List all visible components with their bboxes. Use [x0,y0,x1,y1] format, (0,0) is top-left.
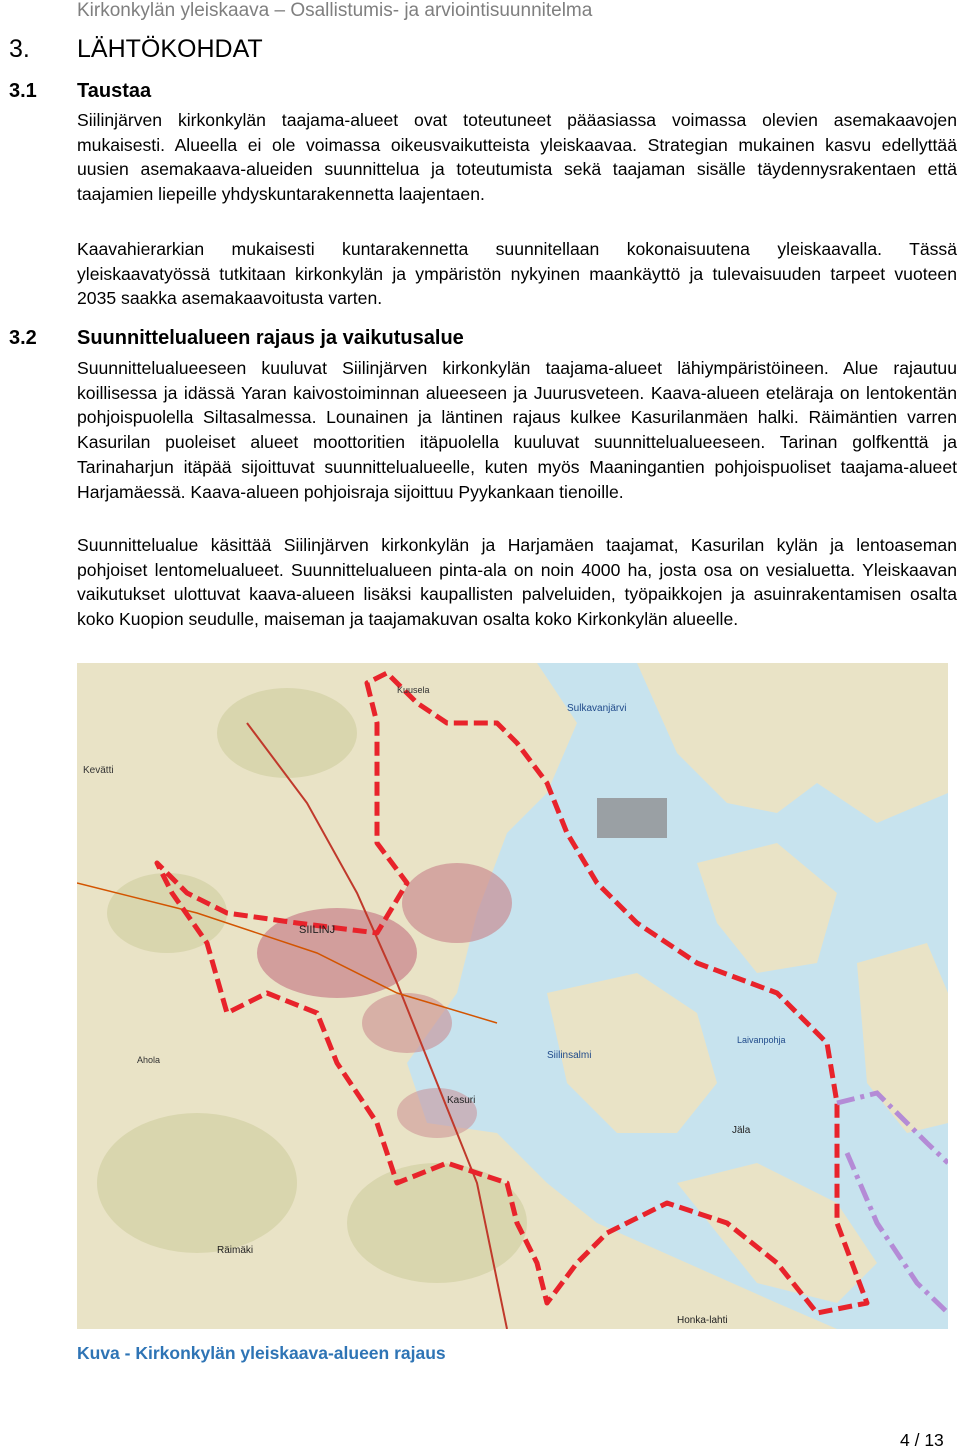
map-label: Räimäki [217,1245,254,1256]
map-label: Kuusela [397,685,430,695]
map-label: Kasuri [447,1095,476,1106]
map-label: Siilinsalmi [547,1050,592,1061]
chapter-number: 3. [9,35,30,63]
section-number: 3.2 [9,327,37,349]
urban-area [362,993,452,1053]
section-title: Taustaa [77,80,152,102]
section-heading-taustaa [9,79,151,103]
map-label: Laivanpohja [737,1035,786,1045]
paragraph: Suunnittelualueeseen kuuluvat Siilinjärven kirkonkylän taajama-alueet lähiympäristöineen. Alue rajautuu koillisessa ja idässä Yaran kaivostoiminnan alueeseen ja Juurusveteen. Kaava-alueen eteläraja on lentokentän pohjoispuolella Siltasalmessa. Lounainen ja läntinen rajaus kulkee Kasurilanmäen halki. Räimäntien varren Kasurilan puoleiset alueet moottoritien itäpuolella kuuluvat suunnittelualueeseen. Tarinan golfkenttä ja Tarinaharjun itäpää sijoittuvat suunnittelualueelle, kuten myös Maaningantien pohjoispuoliset taajama-alueet Harjamäessä. Kaava-alueen pohjoisraja sijoittuu Pyykankaan tienoille. [77,358,957,502]
mining-area [597,798,667,838]
paragraph: Kaavahierarkian mukaisesti kuntarakennetta suunnitellaan kokonaisuutena yleiskaavalla. Tässä yleiskaavatyössä tutkitaan kirkonkylän ja ympäristön nykyinen maankäyttö ja tulevaisuuden tarpeet vuoteen 2035 saakka asemakaavoitusta varten. [77,239,957,309]
planning-area-map [77,663,948,1329]
paragraph: Suunnittelualue käsittää Siilinjärven kirkonkylän ja Harjamäen taajamat, Kasurilan kylän ja lentoaseman pohjoiset lentomelualueet. Suunnittelualueen pinta-ala on noin 4000 ha, josta osa on vesialuetta. Yleiskaavan vaikutukset ulottuvat kaava-alueen lisäksi kaupallisten palveluiden, työpaikkojen ja asuinrakentamisen osalta koko Kuopion seudulle, maiseman ja taajamakuvan osalta koko Kirkonkylän alueelle. [77,535,957,630]
map-graphic [77,663,948,1329]
paragraph: Siilinjärven kirkonkylän taajama-alueet ovat toteutuneet pääasiassa voimassa olevien asemakaavojen mukaisesti. Alueella ei ole voimassa oikeusvaikutteista yleiskaavaa. Strategian mukainen kasvu edellyttää uusien asemakaava-alueiden suunnittelua ja toteutumista sekä taajaman sisälle täydennysrakentaen että taajamien liepeille yhdyskuntarakennetta laajentaen. [77,110,957,205]
page-number: 4 / 13 [900,1430,944,1450]
map-label: Sulkavanjärvi [567,703,627,714]
figure-caption: Kuva - Kirkonkylän yleiskaava-alueen rajaus [77,1343,446,1363]
forest-area [97,1113,297,1253]
urban-area [402,863,512,943]
map-label: Honka-lahti [677,1315,728,1326]
section-heading-rajaus [9,326,464,350]
section-number: 3.1 [9,80,37,102]
map-label: Kevätti [83,765,114,776]
chapter-heading [9,34,263,64]
chapter-title: LÄHTÖKOHDAT [77,35,263,63]
map-label: Ahola [137,1055,161,1065]
map-label: SIILINJ [299,924,336,936]
section-title: Suunnittelualueen rajaus ja vaikutusalue [77,327,464,349]
running-header: Kirkonkylän yleiskaava – Osallistumis- ja arviointisuunnitelma [77,0,593,21]
forest-area [217,688,357,778]
map-label: Jäla [732,1125,751,1136]
